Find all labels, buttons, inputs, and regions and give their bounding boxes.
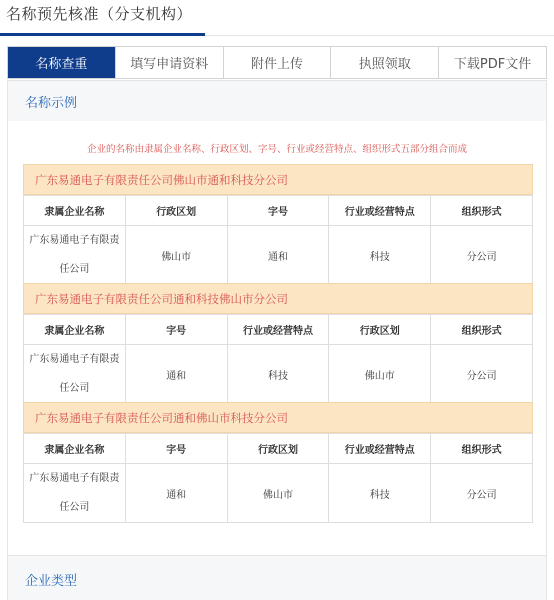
column-header: 组织形式 [431, 196, 533, 226]
table-cell: 通和 [125, 345, 227, 404]
example-name: 广东易通电子有限责任公司佛山市通和科技分公司 [23, 164, 533, 195]
table-cell: 科技 [329, 226, 431, 285]
column-header: 字号 [227, 196, 329, 226]
table-row [24, 464, 533, 523]
table-header-row [24, 315, 533, 345]
column-header: 组织形式 [431, 315, 533, 345]
table-cell: 通和 [227, 226, 329, 285]
column-header: 隶属企业名称 [24, 315, 126, 345]
section-title: 名称示例 [25, 95, 78, 111]
example-block [23, 283, 533, 404]
tab-upload-attachments[interactable]: 附件上传 [224, 47, 332, 78]
example-name: 广东易通电子有限责任公司通和科技佛山市分公司 [23, 283, 533, 314]
parent-company-value: 广东易通电子有限责任公司 [29, 354, 120, 394]
column-header: 行业或经营特点 [227, 315, 329, 345]
example-table [23, 314, 533, 404]
table-cell: 分公司 [431, 345, 533, 404]
column-header: 行政区划 [227, 434, 329, 464]
table-cell [24, 464, 126, 523]
examples-panel [7, 121, 547, 555]
page-title: 名称预先核准（分支机构） [6, 5, 193, 23]
example-block [23, 164, 533, 285]
page-header [0, 0, 554, 36]
table-header-row [24, 196, 533, 226]
tab-fill-application[interactable]: 填写申请资料 [116, 47, 224, 78]
table-cell: 科技 [329, 464, 431, 523]
section-title: 企业类型 [25, 573, 78, 589]
column-header: 行政区划 [329, 315, 431, 345]
intro-text: 企业的名称由隶属企业名称、行政区划、字号、行业或经营特点、组织形式五部分组合而成 [86, 144, 467, 155]
column-header: 行业或经营特点 [329, 434, 431, 464]
column-header: 字号 [125, 434, 227, 464]
section-company-type[interactable] [7, 555, 547, 600]
step-tabs [7, 46, 547, 79]
column-header: 行政区划 [125, 196, 227, 226]
tab-name-check[interactable]: 名称查重 [8, 47, 116, 78]
table-cell [24, 345, 126, 404]
column-header: 组织形式 [431, 434, 533, 464]
table-cell: 佛山市 [329, 345, 431, 404]
table-cell: 分公司 [431, 464, 533, 523]
table-cell: 通和 [125, 464, 227, 523]
title-underline [0, 33, 205, 36]
table-cell: 分公司 [431, 226, 533, 285]
example-name: 广东易通电子有限责任公司通和佛山市科技分公司 [23, 402, 533, 433]
column-header: 行业或经营特点 [329, 196, 431, 226]
table-cell [24, 226, 126, 285]
table-header-row [24, 434, 533, 464]
section-name-examples[interactable] [7, 80, 547, 122]
parent-company-value: 广东易通电子有限责任公司 [29, 235, 120, 275]
column-header: 隶属企业名称 [24, 196, 126, 226]
example-table [23, 195, 533, 285]
example-block [23, 402, 533, 523]
column-header: 字号 [125, 315, 227, 345]
parent-company-value: 广东易通电子有限责任公司 [29, 473, 120, 513]
tab-license-pickup[interactable]: 执照领取 [331, 47, 439, 78]
tab-download-pdf[interactable]: 下载PDF文件 [453, 57, 532, 72]
table-row [24, 226, 533, 285]
column-header: 隶属企业名称 [24, 434, 126, 464]
table-cell: 佛山市 [125, 226, 227, 285]
table-row [24, 345, 533, 404]
example-table [23, 433, 533, 523]
table-cell: 佛山市 [227, 464, 329, 523]
table-cell: 科技 [227, 345, 329, 404]
